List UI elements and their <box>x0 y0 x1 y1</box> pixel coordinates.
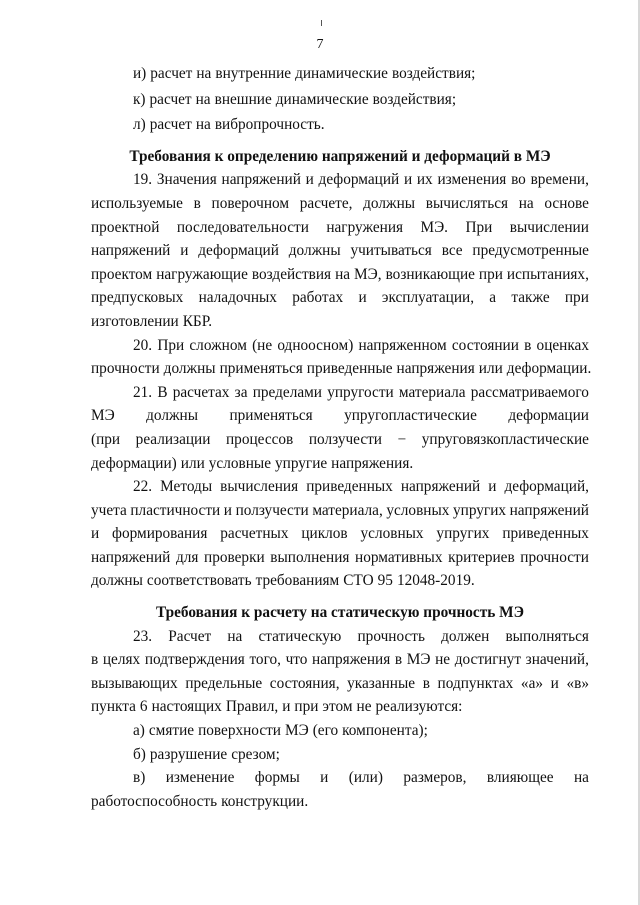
paragraph <box>91 625 589 719</box>
paragraph <box>91 168 589 333</box>
text-line: вызывающих предельные состояния, указанные в подпунктах «а» и «в» <box>91 674 589 692</box>
text-line: 22. Методы вычисления приведенных напряжений и деформаций, <box>133 478 589 496</box>
text-line: к) расчет на внешние динамические воздействия; <box>133 90 457 108</box>
text-line: и формирования расчетных циклов условных упругих приведенных <box>91 525 589 543</box>
paragraph <box>91 113 589 137</box>
text-line: напряжений для проверки выполнения нормативных критериев прочности <box>91 548 589 566</box>
paragraph <box>91 62 589 86</box>
paragraph <box>91 766 589 813</box>
text-line: л) расчет на вибропрочность. <box>133 116 325 134</box>
section-heading: Требования к расчету на статическую прочность МЭ <box>156 604 524 622</box>
text-line: в целях подтверждения того, что напряжения в МЭ не достигнут значений, <box>91 651 589 669</box>
text-line: МЭ должны применяться упругопластические деформации <box>91 407 589 425</box>
text-line: (при реализации процессов ползучести − упруговязкопластические <box>91 430 589 448</box>
paragraph <box>91 381 589 475</box>
paragraph <box>91 743 589 767</box>
text-line: а) смятие поверхности МЭ (его компонента); <box>133 722 428 740</box>
body-text <box>91 62 592 813</box>
text-line: 19. Значения напряжений и деформаций и их изменения во времени, <box>133 171 589 189</box>
spacer <box>91 137 589 145</box>
text-line: пункта 6 настоящих Правил, и при этом не реализуются: <box>91 698 463 716</box>
text-line: 23. Расчет на статическую прочность должен выполняться <box>133 627 589 645</box>
text-line: работоспособность конструкции. <box>91 792 309 810</box>
text-line: в) изменение формы и (или) размеров, влияющее на <box>133 769 589 787</box>
text-line: проектом нагружающие воздействия на МЭ, возникающие при испытаниях, <box>91 265 589 283</box>
page-number: 7 <box>316 37 324 52</box>
text-line: 20. При сложном (не одноосном) напряженном состоянии в оценках <box>133 336 589 354</box>
paragraph <box>91 334 592 381</box>
paragraph <box>91 719 589 743</box>
text-line: предпусковых наладочных работах и эксплуатации, а также при <box>91 289 589 307</box>
spacer <box>91 593 589 601</box>
text-line: используемые в поверочном расчете, должны вычисляться на основе <box>91 194 589 212</box>
text-line: б) разрушение срезом; <box>133 745 280 763</box>
text-line: проектной последовательности нагружения МЭ. При вычислении <box>91 218 589 236</box>
text-line: прочности должны применяться приведенные напряжения или деформации. <box>91 360 592 378</box>
text-line: 21. В расчетах за пределами упругости материала рассматриваемого <box>133 383 589 401</box>
text-line: изготовлении КБР. <box>91 312 213 330</box>
text-line: должны соответствовать требованиям СТО 95 12048-2019. <box>91 572 475 590</box>
text-line: напряжений и деформаций должны учитываться все предусмотренные <box>91 242 589 260</box>
section-heading: Требования к определению напряжений и деформаций в МЭ <box>129 147 551 165</box>
scan-mark <box>321 20 322 26</box>
paragraph <box>91 88 589 112</box>
paragraph <box>91 475 589 593</box>
text-line: и) расчет на внутренние динамические воздействия; <box>133 65 476 82</box>
text-line: деформации) или условные упругие напряжения. <box>91 454 414 472</box>
text-line: учета пластичности и ползучести материала, условных упругих напряжений <box>91 501 589 519</box>
